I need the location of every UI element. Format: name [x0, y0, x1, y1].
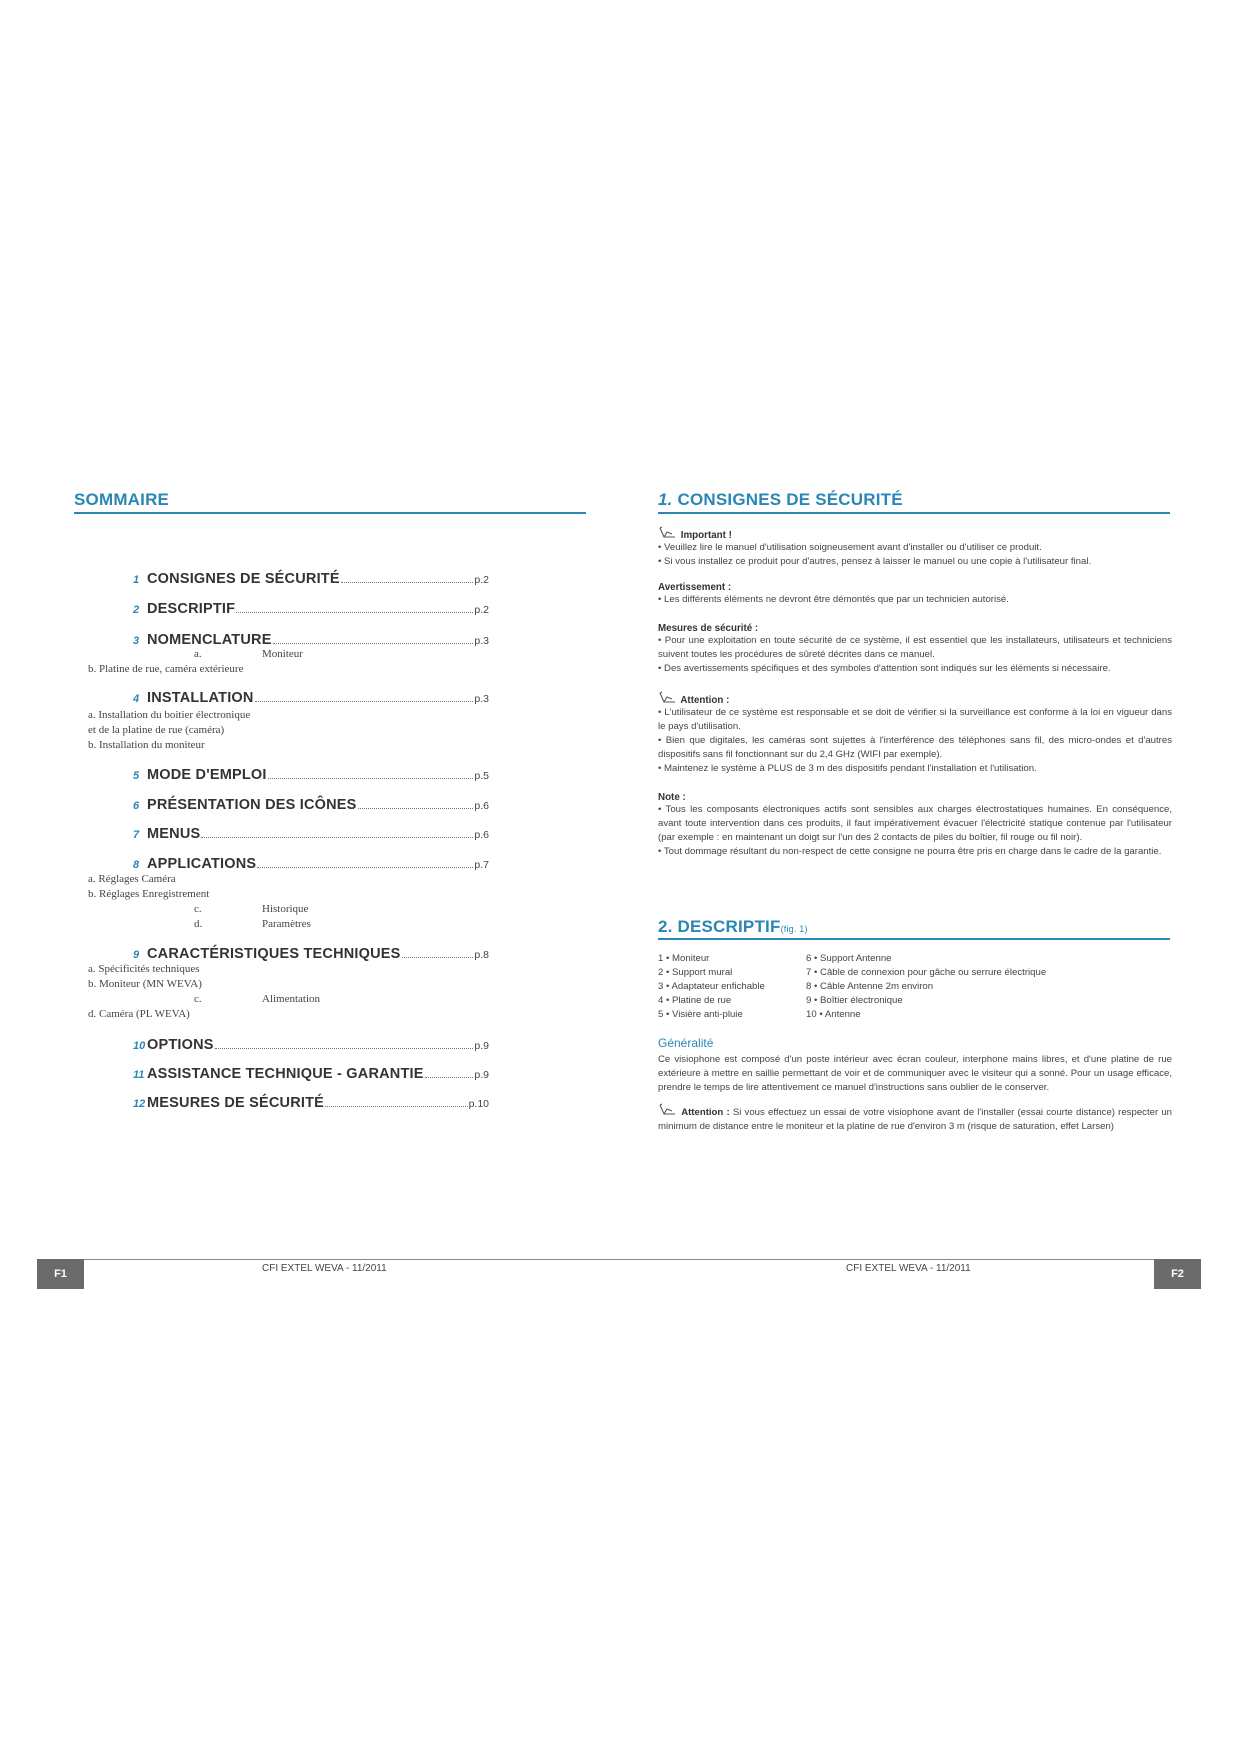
toc-entry-title: NOMENCLATURE [147, 632, 272, 648]
toc-leader [358, 808, 474, 809]
toc-sub-item: Historique [262, 903, 309, 915]
note-item-1: • Tous les composants électroniques actifs sont sensibles aux charges électrostatiques humaines. En conséquence, avant toute intervention dans ces produits, il faut impérativement évacuer l'électricité statique contenue par l'utilisateur (par exemple : en maintenant un doigt sur l'un des 2 contacts de piles du boîtier, fil rouge ou fil noir). [658, 804, 1172, 843]
list-item: 8 • Câble Antenne 2m environ [806, 981, 934, 992]
desc-list-left [658, 952, 765, 1022]
toc-leader [255, 701, 474, 702]
toc-entry-title: APPLICATIONS [147, 856, 257, 872]
toc-entry-6[interactable] [133, 797, 489, 813]
page-number-tab-right: F2 [1154, 1259, 1201, 1289]
footer-rule [84, 1259, 1154, 1260]
footer-text-left: CFI EXTEL WEVA - 11/2011 [262, 1263, 387, 1274]
page-number-tab-left: F1 [37, 1259, 84, 1289]
toc-sub-item: b. Installation du moniteur [88, 739, 205, 751]
toc-sub-item: b. Réglages Enregistrement [88, 888, 210, 900]
toc-entry-title: MENUS [147, 826, 201, 842]
mesures-label: Mesures de sécurité : [658, 623, 759, 634]
toc-entry-number: 11 [133, 1069, 145, 1081]
toc-sub-letter: c. [194, 903, 202, 915]
toc-leader [215, 1048, 474, 1049]
toc-sub-letter: a. [194, 648, 202, 660]
desc-list-right [806, 952, 1046, 1022]
important-block [658, 526, 1172, 569]
toc-entry-page: p.3 [474, 635, 489, 647]
toc-sub-item: d. Caméra (PL WEVA) [88, 1008, 190, 1020]
toc-entry-page: p.5 [474, 770, 489, 782]
important-item-1: • Veuillez lire le manuel d'utilisation soigneusement avant d'installer ou d'utiliser ce produit. [658, 542, 1042, 553]
toc-sub-item: a. Installation du boitier électronique [88, 709, 251, 721]
list-item: 10 • Antenne [806, 1009, 861, 1020]
toc-heading: SOMMAIRE [74, 490, 170, 509]
section-heading-securite [658, 490, 903, 510]
toc-entry-page: p.6 [474, 829, 489, 841]
attention-label: Attention : [680, 695, 730, 706]
final-attention-text: Si vous effectuez un essai de votre visiophone avant de l'installer (essai courte distance) respecter un minimum de distance entre le moniteur et la platine de rue d'environ 3 m (risque de saturation, effet Larsen) [658, 1107, 1172, 1132]
toc-sub-item: Paramètres [262, 918, 311, 930]
section-title: CONSIGNES DE SÉCURITÉ [677, 490, 903, 509]
note-block [658, 792, 1172, 859]
toc-entry-4[interactable] [133, 690, 489, 706]
toc-entry-title: INSTALLATION [147, 690, 254, 706]
mesures-item-2: • Des avertissements spécifiques et des symboles d'attention sont indiqués sur les éléments si nécessaire. [658, 663, 1111, 674]
toc-sub-item: et de la platine de rue (caméra) [88, 724, 225, 736]
attention-block [658, 691, 1172, 776]
footer-text-right: CFI EXTEL WEVA - 11/2011 [846, 1263, 971, 1274]
toc-entry-5[interactable] [133, 767, 489, 783]
note-label: Note : [658, 792, 686, 803]
toc-entry-page: p.8 [474, 949, 489, 961]
toc-entry-page: p.6 [474, 800, 489, 812]
toc-sub-item: Alimentation [262, 993, 321, 1005]
toc-entry-number: 12 [133, 1098, 146, 1110]
toc-entry-number: 1 [133, 574, 140, 586]
toc-entry-page: p.9 [474, 1069, 489, 1081]
attention-item-1: • L'utilisateur de ce système est responsable et se doit de vérifier si la surveillance est conforme à la loi en vigueur dans le pays d'utilisation. [658, 707, 1172, 732]
generalite-heading: Généralité [658, 1036, 714, 1050]
toc-entry-title: OPTIONS [147, 1037, 214, 1053]
toc-entry-page: p.10 [468, 1098, 489, 1110]
attention-item-3: • Maintenez le système à PLUS de 3 m des dispositifs pendant l'installation et l'utilisation. [658, 763, 1037, 774]
hand-warning-icon [658, 1103, 678, 1117]
toc-entry-page: p.7 [474, 859, 489, 871]
mesures-block [658, 623, 1172, 676]
toc-entry-title: MESURES DE SÉCURITÉ [147, 1095, 325, 1111]
list-item: 5 • Visière anti-pluie [658, 1009, 743, 1020]
toc-sub-item: a. Réglages Caméra [88, 873, 176, 885]
toc-entry-number: 6 [133, 800, 140, 812]
toc-sub-item: a. Spécificités techniques [88, 963, 200, 975]
important-item-2: • Si vous installez ce produit pour d'autres, pensez à laisser le manuel ou une copie à l'utilisateur final. [658, 556, 1092, 567]
list-item: 7 • Câble de connexion pour gâche ou serrure électrique [806, 967, 1047, 978]
attention-item-2: • Bien que digitales, les caméras sont sujettes à l'interférence des téléphones sans fil, des micro-ondes et d'autres dispositifs sans fil fonctionnant sur du 2,4 GHz (WIFI par exemple). [658, 735, 1172, 760]
toc-entry-12[interactable] [133, 1095, 489, 1111]
toc-entry-8[interactable] [133, 856, 489, 872]
section-heading-descriptif [658, 917, 808, 937]
avertissement-label: Avertissement : [658, 582, 732, 593]
toc-entry-page: p.3 [474, 693, 489, 705]
toc-entry-7[interactable] [133, 826, 489, 842]
list-item: 9 • Boîtier électronique [806, 995, 903, 1006]
list-item: 4 • Platine de rue [658, 995, 732, 1006]
toc-entry-number: 7 [133, 829, 140, 841]
toc-entry-title: MODE D'EMPLOI [147, 767, 267, 783]
toc-entry-title: DESCRIPTIF [147, 601, 236, 617]
toc-sub-letter: d. [194, 918, 203, 930]
generalite-text: Ce visiophone est composé d'un poste intérieur avec écran couleur, interphone mains libres, et d'une platine de rue extérieure à mettre en saillie permettant de voir et de communiquer avec le visiteur qui a sonné. Pour un usage efficace, prendre le temps de lire attentivement ce manuel d'instructions sans oublier de le conserver. [658, 1054, 1172, 1093]
toc-entry-page: p.2 [474, 574, 489, 586]
list-item: 3 • Adaptateur enfichable [658, 981, 765, 992]
toc-sub-item: b. Platine de rue, caméra extérieure [88, 663, 244, 675]
toc-entry-page: p.2 [474, 604, 489, 616]
section-number: 1. [658, 490, 673, 509]
toc-entry-number: 8 [133, 859, 140, 871]
toc-entry-number: 4 [133, 693, 140, 705]
toc-entry-title: ASSISTANCE TECHNIQUE - GARANTIE [147, 1066, 424, 1082]
toc-leader [402, 957, 474, 958]
toc-entry-number: 2 [133, 604, 140, 616]
toc-leader [201, 837, 473, 838]
hand-warning-icon [658, 526, 678, 540]
toc-leader [236, 612, 473, 613]
toc-leader [257, 867, 473, 868]
section-heading-rule [658, 938, 1170, 940]
toc-sub-letter: c. [194, 993, 202, 1005]
list-item: 6 • Support Antenne [806, 953, 892, 964]
section-heading-rule [658, 512, 1170, 514]
toc-entry-title: PRÉSENTATION DES ICÔNES [147, 797, 357, 813]
list-item: 2 • Support mural [658, 967, 733, 978]
final-attention-block [658, 1103, 1172, 1134]
toc-sub-item: Moniteur [262, 648, 303, 660]
list-item: 1 • Moniteur [658, 953, 710, 964]
toc-heading-rule [74, 512, 586, 514]
toc-entry-number: 9 [133, 949, 140, 961]
toc-entry-9[interactable] [133, 946, 489, 962]
toc-entry-10[interactable] [133, 1037, 489, 1053]
toc-leader [325, 1106, 468, 1107]
section-title: 2. DESCRIPTIF [658, 917, 781, 936]
toc-entry-11[interactable] [133, 1066, 489, 1082]
toc-entry-3[interactable] [133, 632, 489, 648]
avertissement-block [658, 582, 1172, 607]
toc-entry-number: 5 [133, 770, 140, 782]
figure-reference: (fig. 1) [780, 924, 808, 934]
toc-entry-title: CARACTÉRISTIQUES TECHNIQUES [147, 946, 401, 962]
toc-entry-2[interactable] [133, 601, 489, 617]
toc-entry-number: 10 [133, 1040, 146, 1052]
toc-leader [425, 1077, 474, 1078]
toc-entry-1[interactable] [133, 571, 489, 587]
hand-warning-icon [658, 691, 678, 705]
toc-sub-item: b. Moniteur (MN WEVA) [88, 978, 202, 990]
toc-entry-title: CONSIGNES DE SÉCURITÉ [147, 571, 340, 587]
avertissement-item-1: • Les différents éléments ne devront être démontés que par un technicien autorisé. [658, 594, 1009, 605]
final-attention-label: Attention : [681, 1107, 730, 1118]
toc-leader [273, 643, 474, 644]
mesures-item-1: • Pour une exploitation en toute sécurité de ce système, il est essentiel que les installateurs, utilisateurs et techniciens suivent toutes les procédures de sûreté décrites dans ce manuel. [658, 635, 1172, 660]
toc-entry-number: 3 [133, 635, 140, 647]
toc-leader [341, 582, 474, 583]
toc-leader [268, 778, 474, 779]
toc-entry-page: p.9 [474, 1040, 489, 1052]
note-item-2: • Tout dommage résultant du non-respect de cette consigne ne pourra être pris en charge dans le cadre de la garantie. [658, 846, 1162, 857]
important-label: Important ! [680, 530, 732, 541]
